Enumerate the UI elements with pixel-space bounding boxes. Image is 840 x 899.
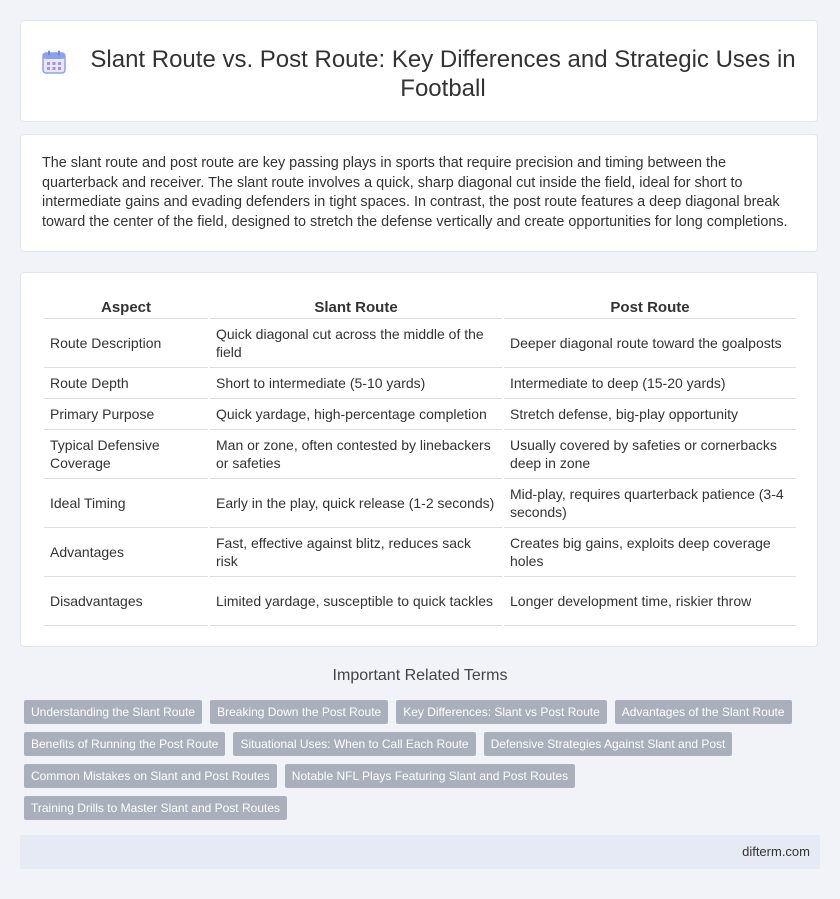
table-row — [44, 528, 796, 577]
related-term-link[interactable]: Situational Uses: When to Call Each Route — [233, 732, 475, 756]
table-cell: Usually covered by safeties or cornerbacks deep in zone — [504, 430, 796, 479]
related-term-link[interactable]: Common Mistakes on Slant and Post Routes — [24, 764, 277, 788]
table-row — [44, 577, 796, 626]
intro-paragraph: The slant route and post route are key passing plays in sports that require precision and timing between the quarterback and receiver. The slant route involves a quick, sharp diagonal cut inside the field, ideal for short to intermediate gains and evading defenders in tight spaces. In contrast, the post route features a deep diagonal break toward the center of the field, designed to stretch the defense vertically and create opportunities for long completions. — [42, 155, 788, 230]
column-header-post: Post Route — [504, 296, 796, 319]
table-cell: Route Description — [44, 319, 208, 368]
column-header-slant: Slant Route — [210, 296, 502, 319]
related-term-link[interactable]: Notable NFL Plays Featuring Slant and Post Routes — [285, 764, 575, 788]
table-cell: Route Depth — [44, 368, 208, 399]
table-cell: Short to intermediate (5-10 yards) — [210, 368, 502, 399]
table-cell: Longer development time, riskier throw — [504, 577, 796, 626]
footer — [20, 835, 820, 869]
table-cell: Early in the play, quick release (1-2 seconds) — [210, 479, 502, 528]
table-cell: Advantages — [44, 528, 208, 577]
table-header-row — [44, 296, 796, 319]
table-cell: Intermediate to deep (15-20 yards) — [504, 368, 796, 399]
related-term-link[interactable]: Breaking Down the Post Route — [210, 700, 388, 724]
header-card — [20, 20, 818, 122]
comparison-table — [42, 296, 798, 626]
page-title: Slant Route vs. Post Route: Key Differences and Strategic Uses in Football — [90, 46, 796, 102]
table-cell: Quick diagonal cut across the middle of the field — [210, 319, 502, 368]
table-row — [44, 319, 796, 368]
related-term-link[interactable]: Benefits of Running the Post Route — [24, 732, 225, 756]
table-row — [44, 368, 796, 399]
table-row — [44, 479, 796, 528]
related-term-link[interactable]: Understanding the Slant Route — [24, 700, 202, 724]
table-cell: Creates big gains, exploits deep coverage holes — [504, 528, 796, 577]
related-terms-list — [24, 700, 814, 820]
related-term-link[interactable]: Advantages of the Slant Route — [615, 700, 792, 724]
related-term-link[interactable]: Defensive Strategies Against Slant and Post — [484, 732, 733, 756]
comparison-card — [20, 272, 818, 647]
column-header-aspect: Aspect — [44, 296, 208, 319]
table-cell: Deeper diagonal route toward the goalposts — [504, 319, 796, 368]
calendar-icon — [41, 49, 67, 75]
intro-card — [20, 134, 818, 252]
related-term-link[interactable]: Key Differences: Slant vs Post Route — [396, 700, 607, 724]
table-cell: Stretch defense, big-play opportunity — [504, 399, 796, 430]
table-cell: Man or zone, often contested by linebackers or safeties — [210, 430, 502, 479]
table-cell: Mid-play, requires quarterback patience (3-4 seconds) — [504, 479, 796, 528]
table-row — [44, 430, 796, 479]
table-cell: Quick yardage, high-percentage completion — [210, 399, 502, 430]
table-cell: Ideal Timing — [44, 479, 208, 528]
table-cell: Typical Defensive Coverage — [44, 430, 208, 479]
table-cell: Limited yardage, susceptible to quick tackles — [210, 577, 502, 626]
related-terms-heading: Important Related Terms — [332, 667, 508, 684]
table-cell: Disadvantages — [44, 577, 208, 626]
footer-site-link[interactable]: difterm.com — [742, 844, 810, 859]
table-row — [44, 399, 796, 430]
table-cell: Fast, effective against blitz, reduces sack risk — [210, 528, 502, 577]
table-cell: Primary Purpose — [44, 399, 208, 430]
related-term-link[interactable]: Training Drills to Master Slant and Post Routes — [24, 796, 287, 820]
